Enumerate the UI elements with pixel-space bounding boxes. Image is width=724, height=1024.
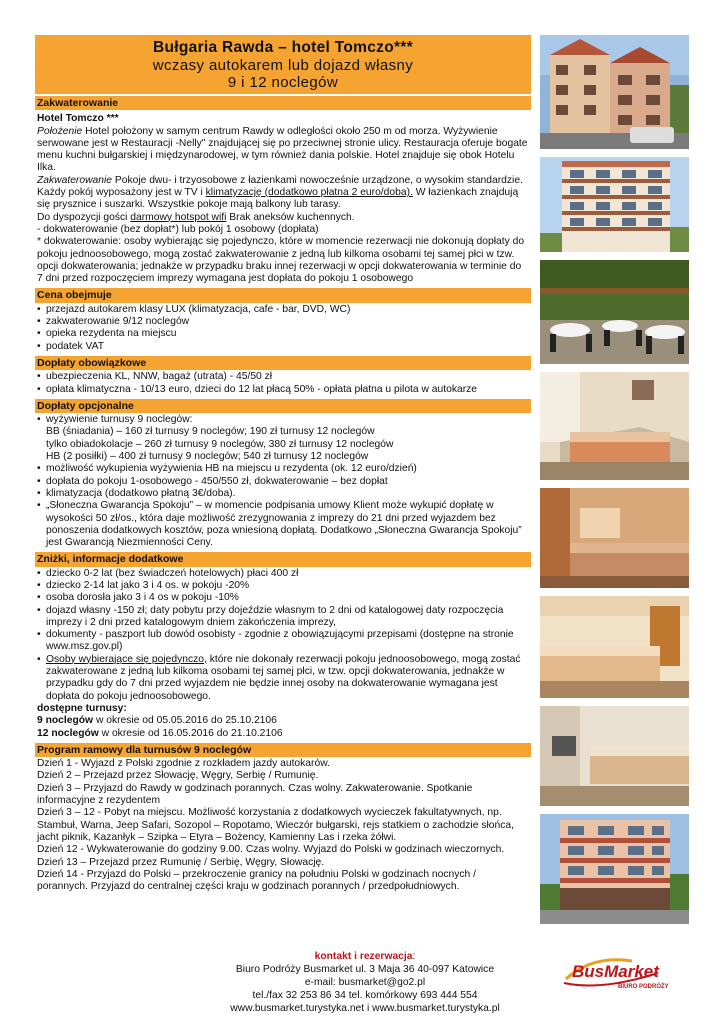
hotel-facade-photo	[540, 157, 689, 252]
turnus-9-label: 9 noclegów	[37, 715, 94, 727]
section-header: Dopłaty obowiązkowe	[35, 356, 531, 370]
program-day: Dzień 3 – Przyjazd do Rawdy w godzinach porannych. Czas wolny. Zakwaterowanie. Spotkanie informacyjne z rezydentem	[37, 782, 473, 807]
section-cena	[35, 288, 531, 353]
hotel-room-photo-4	[540, 706, 689, 806]
wifi-paragraph	[37, 212, 529, 224]
contact-phone: tel./fax 32 253 86 34 tel. komórkowy 693 444 554	[252, 990, 478, 1001]
section-zakwaterowanie	[35, 96, 531, 286]
list-item: • osoba dorosła jako 3 i 4 os w pokoju -10%	[37, 592, 529, 604]
single-travellers-text: które nie dokonały rezerwacji pokoju jednoosobowego, mogą zostać zakwaterowane z jedną lub kilkoma osobami tej samej płci, w tzw. opcji dokwaterowania, jednakże w przypadku gdy do 7 dni przed wyjazdem nie będzie innej osoby na dokwaterowanie wymagana jest dopłata do pokoju jednoosobowego.	[46, 653, 521, 702]
hotel-exterior-photo	[540, 35, 689, 149]
logo-name: BusMarket	[572, 962, 659, 981]
list-item: • dopłata do pokoju 1-osobowego - 450/550 zł, dokwaterowanie – bez dopłat	[37, 476, 529, 488]
hotel-room-photo	[540, 372, 689, 480]
location-label: Położenie	[37, 125, 83, 137]
section-znizki	[35, 552, 531, 740]
single-room-line: - dokwaterowanie (bez dopłat*) lub pokój 1 osobowy (dopłata)	[37, 223, 319, 235]
contact-label: kontakt i rezerwacja	[314, 951, 413, 962]
turnus-9-dates: w okresie od 05.05.2016 do 25.10.2106	[93, 715, 277, 727]
rooms-text: Pokoje dwu- i trzyosobowe z łazienkami nowocześnie urządzone, o wysokim standardzie. Każdy pokój wyposażony jest w TV i	[37, 174, 523, 199]
contact-heading	[150, 950, 580, 963]
section-doplaty-obowiazkowe	[35, 356, 531, 397]
program-day: Dzień 13 – Przejazd przez Rumunię / Serbię, Węgry, Słowację.	[37, 856, 325, 868]
rooms-label: Zakwaterowanie	[37, 174, 112, 186]
contact-footer	[150, 950, 580, 1015]
offer-content	[35, 35, 531, 894]
meal-option: BB (śniadania) – 160 zł turnusy 9 noclegów; 190 zł turnusy 12 noclegów	[46, 426, 375, 438]
title-banner	[35, 35, 531, 94]
busmarket-logo	[562, 953, 692, 993]
rooms-paragraph	[37, 175, 529, 212]
wifi-text: Do dyspozycji gości	[37, 211, 131, 223]
list-item: • przejazd autokarem klasy LUX (klimatyzacja, cafe - bar, DVD, WC)	[37, 304, 529, 316]
hotel-room-photo-3	[540, 596, 689, 698]
location-paragraph	[37, 126, 529, 175]
contact-address: Biuro Podróży Busmarket ul. 3 Maja 36 40-097 Katowice	[235, 964, 495, 975]
contact-colon: :	[412, 951, 416, 962]
offer-title: Bułgaria Rawda – hotel Tomczo***	[153, 39, 413, 56]
single-travellers-label: Osoby wybierające się pojedynczo,	[46, 653, 207, 665]
list-item: • dokumenty - paszport lub dowód osobisty - zgodnie z obowiązującymi przepisami (dostępne na stronie www.msz.gov.pl)	[37, 629, 529, 654]
meal-option: tylko obiadokolacje – 260 zł turnusy 9 noclegów, 380 zł turnusy 12 noclegów	[46, 438, 394, 450]
program-day: Dzień 14 - Przyjazd do Polski – przekroczenie granicy na południu Polski w godzinach nocnych / porannych. Przyjazd do centralnej części kraju w godzinach porannych / przedpołudniowych.	[37, 868, 476, 893]
section-header: Program ramowy dla turnusów 9 noclegów	[35, 743, 531, 757]
list-item: • możliwość wykupienia wyżywienia HB na miejscu u rezydenta (ok. 12 euro/dzień)	[37, 463, 529, 475]
hotel-name: Hotel Tomczo ***	[37, 113, 119, 125]
list-item: • dziecko 2-14 lat jako 3 i 4 os. w pokoju -20%	[37, 580, 529, 592]
list-item: • „Słoneczna Gwarancja Spokoju” – w momencie podpisania umowy Klient może wykupić dopłatę w wysokości 50 zł/os., która daje możliwość zrezygnowania z imprezy do 21 dni przed wyjazdem bez ponoszenia dodatkowych kosztów, poza wniesioną dopłatą. Dodatkowo „Słoneczna Gwarancja Spokoju” jest Gwarancją Niezmienności Ceny.	[37, 500, 529, 549]
section-program	[35, 743, 531, 895]
meal-option: HB (2 posiłki) – 400 zł turnusy 9 noclegów; 540 zł turnusy 12 noclegów	[46, 451, 369, 463]
contact-websites[interactable]: www.busmarket.turystyka.net i www.busmarket.turystyka.pl	[230, 1003, 500, 1014]
turnusy-label: dostępne turnusy:	[37, 702, 127, 714]
list-item: • opłata klimatyczna - 10/13 euro, dzieci do 12 lat płacą 50% - opłata płatna u pilota w autokarze	[37, 384, 529, 396]
section-header: Dopłaty opcjonalne	[35, 399, 531, 413]
dokwaterowanie-note: * dokwaterowanie: osoby wybierając się pojedynczo, które w momencie rezerwacji nie dokonują dopłaty do pokoju jednoosobowego, mogą zostać zakwaterowanie z jedną lub kilkoma osobami tej samej płci w tzw. opcji dokwaterowania; jednakże w przypadku braku innej rezerwacji w opcji dokwaterowania w terminie do 7 dni przed rozpoczęciem imprezy wymagana jest dopłata do pokoju 1 osobowego	[37, 236, 525, 285]
logo-tagline: BIURO PODRÓŻY	[618, 984, 669, 990]
photo-column	[540, 35, 689, 932]
program-day: Dzień 1 - Wyjazd z Polski zgodnie z rozkładem jazdy autokarów.	[37, 758, 330, 770]
aircon-note: klimatyzację (dodatkowo płatna 2 euro/doba).	[205, 187, 413, 199]
list-item: • wyżywienie turnusy 9 noclegów:	[37, 414, 529, 426]
wifi-highlight: darmowy hotspot wifi	[130, 211, 227, 223]
section-header: Zakwaterowanie	[35, 96, 531, 110]
list-item: • dziecko 0-2 lat (bez świadczeń hotelowych) płaci 400 zł	[37, 568, 529, 580]
program-day: Dzień 2 – Przejazd przez Słowację, Węgry, Serbię / Rumunię.	[37, 770, 319, 782]
list-item: • podatek VAT	[37, 341, 529, 353]
hotel-exterior-photo-2	[540, 814, 689, 924]
program-day: Dzień 3 – 12 - Pobyt na miejscu. Możliwość korzystania z dodatkowych wycieczek fakultatywnych, np. Stambuł, Warna, Jeep Safari, Sozopol – Ropotamo, Wieczór bułgarski, rejs statkiem o zachodzie słońca, jacht piknik, Kazanłyk – Szipka – Etyra – Bożency, Kamienny Las i rzeka żółwi.	[37, 807, 514, 843]
offer-subtitle: wczasy autokarem lub dojazd własny	[152, 57, 414, 74]
list-item: • opieka rezydenta na miejscu	[37, 328, 529, 340]
contact-email[interactable]: e-mail: busmarket@go2.pl	[304, 977, 426, 988]
list-item: • ubezpieczenia KL, NNW, bagaż (utrata) - 45/50 zł	[37, 371, 529, 383]
turnus-12-dates: w okresie od 16.05.2016 do 21.10.2106	[98, 727, 283, 739]
list-item: • zakwaterowanie 9/12 noclegów	[37, 316, 529, 328]
rooms-text-b: W łazienkach znajdują się prysznice i suszarki. Wszystkie pokoje mają balkony lub tarasy.	[37, 187, 519, 211]
section-header: Zniżki, informacje dodatkowe	[35, 552, 531, 566]
location-text: Hotel położony w samym centrum Rawdy w odległości około 250 m od morza. Wyżywienie serwowane jest w Restauracji -Nelly" znajdującej się po przeciwnej stronie ulicy. Restauracja oferuje bogate menu kuchni bułgarskiej i międzynarodowej, w tym również dania polskie. Hotel znajduje się obok Hotelu Ilka.	[37, 125, 528, 174]
turnus-12	[37, 728, 529, 740]
list-item: • dojazd własny -150 zł; daty pobytu przy dojeździe własnym to 2 dni od katalogowej daty rozpoczęcia imprezy i 2 dni przed katalogowym dniem zakończenia imprezy,	[37, 605, 529, 630]
list-item: • klimatyzacja (dodatkowo płatną 3€/doba).	[37, 488, 529, 500]
section-header: Cena obejmuje	[35, 288, 531, 302]
restaurant-terrace-photo	[540, 260, 689, 364]
list-item	[37, 654, 529, 703]
section-doplaty-opcjonalne	[35, 399, 531, 551]
program-day: Dzień 12 - Wykwaterowanie do godziny 9.00. Czas wolny. Wyjazd do Polski w godzinach wieczornych.	[37, 844, 505, 856]
turnus-12-label: 12 noclegów	[37, 727, 99, 739]
turnus-9	[37, 715, 529, 727]
wifi-text-b: Brak aneksów kuchennych.	[226, 211, 355, 223]
hotel-room-photo-2	[540, 488, 689, 588]
offer-nights: 9 i 12 noclegów	[227, 74, 339, 91]
